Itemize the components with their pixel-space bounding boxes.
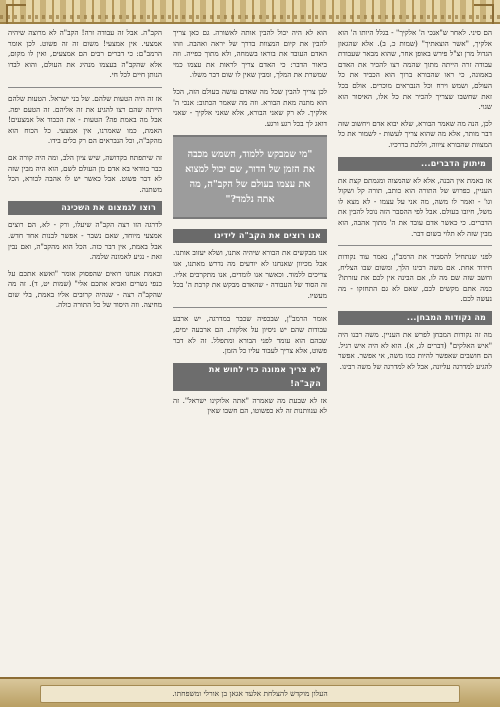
bottom-ornament-border bbox=[0, 677, 500, 707]
paragraph: לכן צריך להבין שכל מה שאדם עושה בעולם הזה, הכל הוא מתנה מאת הבורא. וזה מה שאמר הכתוב: אנכי ה' אלקיך. לא רק שאני הבורא, אלא שאני אלקיך - שאני דואג לך בכל רגע ורגע. bbox=[173, 86, 327, 128]
paragraph: אז זה היה הטעות שלהם. של בני ישראל. הטעות שלהם הייתה שהם רצו להגיע את זה אליהם. זה הטעם יפה. אבל מה באמת פה? הטעות - את הכבוד אל אמצעים! האמת, כמו שאמרנו, אין אמצעי. כל הכוח הוא מהקב"ה, וכל הנבראים הם רק כלים בידו. bbox=[8, 93, 162, 146]
paragraph: הם סיני. לאחר ש"אנכי ה' אלקיך" - בגלל היותו ה' הוא אלקיך, "אשר הוצאתיך" (שמות כ, ב). אלא שהגאון הגדול מרן זצ"ל פירש באופן אחר, שהוא מבאר שעבודת עבודה זרה הייתה מתוך שהמה רצו להכיר את האדם באמונה, כי ראו שהבורא ברוך הוא הכביד את כל העולם, ושמש וירח וכל הנבראים מוכרים. אולם בכל זאת שחשבו שצריך להכיר את כל אלו, האיסור הוא שגוי. bbox=[338, 28, 492, 112]
paragraph: לדרגה הזו רצה הקב"ה שיעלו, ורק - לא, הם רוצים אמצעי מיוחד, שאם נשבר - אפשר לבנות אחד חדש. אבל באמת, אין דבר כזה. הכל הוא מהקב"ה, ואם נבין זאת - נגיע לאמונה שלמה. bbox=[8, 220, 162, 262]
section-heading: מה נקודות המבחן... bbox=[338, 311, 492, 325]
divider bbox=[173, 307, 327, 308]
article-columns bbox=[8, 28, 492, 676]
pull-quote bbox=[173, 135, 327, 219]
footer-dedication: העלון מוקדש להצלחת אלעד אגאן בן אורלי ומשפחתו. bbox=[40, 685, 460, 703]
section-heading: רוצו לגמצום את השכינה bbox=[8, 201, 162, 215]
corner-ornament bbox=[474, 4, 494, 24]
divider bbox=[8, 87, 162, 88]
section-heading: מיתוק הדברים... bbox=[338, 157, 492, 171]
paragraph: אנו מבקשים את הבורא שיהיה אתנו, ושלא יעזוב אותנו. אבל מכיוון שאנחנו לא יודעים מה נדרש מאתנו, אנו צריכים ללמוד. וכאשר אנו לומדים, אנו מתקרבים אליו. זה הסוד של העבודה - שהאדם מבקש את קרבת ה' בכל מעשיו. bbox=[173, 248, 327, 300]
paragraph: לפני שנתחיל להסביר את הרמב"ן, נאמר עוד נקודות חידוד אחת. אם משה רבינו הלך, ומשום שבו הצליח, וחשב שזה שם מה לו, אם הבינה אין לכם את עזרתו? כמה אתם מקשים לכם, שאם לא גם התחזקו - מה נעשה לכם. bbox=[338, 252, 492, 304]
paragraph: הוא לא היה יכול להבין אותה לאשורה. גם כאן צריך להבין את קיום המצוות בדרך של יראה ואהבה. וזהו האדם העובד את בוראו בשמחה, ולא מתוך כפייה. וזה ביאור הדבר: כי האדם צריך לראות את עצמו כמי שמשרת את המלך, ומבין שאין לו שום דבר משלו. bbox=[173, 28, 327, 80]
column-left bbox=[8, 28, 162, 676]
divider bbox=[338, 245, 492, 246]
paragraph: מה זה נקודות המבחן לפרש את העניין. משה רבנו היה "איש האלקים" (דברים לג, א). הוא לא היה איש רגיל. הם חושבים שאפשר להיות כמו משה, אי אפשר. אפשר להגיע למדרגה עליונה, אבל לא למדרגה של משה רבינו. bbox=[338, 330, 492, 371]
section-heading: לא צריך אמונה כדי לחוש את הקב"ה! bbox=[173, 363, 327, 391]
column-middle bbox=[173, 28, 327, 676]
paragraph: אומר הרמב"ן, שבכפיה שכבר במדרגה, יש ארבע עבודות שהם יש ניסיון על אלקות. הם ארבעה ימים, שבהם הוא עומד לפני הבורא ומתפלל. זה לא דבר פשוט, אלא צריך לעבוד עליו כל הזמן. bbox=[173, 314, 327, 356]
paragraph: אז לא שבעת מה שאמרה "אתה אלוקינו ישראל". זה לא ענוותנות זה לא כפשוטו, הם חשבו שאין bbox=[173, 395, 327, 416]
corner-ornament bbox=[6, 4, 26, 24]
paragraph: ובאמת אנחנו רואים שהפסוק אומר "ואשא אתכם על כנפי נשרים ואביא אתכם אלי" (שמות יט, ד). זה מה שהקב"ה רצה - שנהיה קרובים אליו באמת, בלי שום מחיצה. וזה היסוד של כל התורה כולה. bbox=[8, 268, 162, 310]
section-heading: אנו רוצים את הקב"ה לידינו bbox=[173, 229, 327, 243]
paragraph: לכן, הנה מה שאמר הבורא, שלא יבוא אדם ויחשוב שזה דבר מותר, אלא מה שהוא צריך לעשות - לשמור את כל המצוות שהבורא ציווה, וללכת בדרכיו. bbox=[338, 118, 492, 149]
pull-quote-text: "מי שמבקש ללמוד, השמש מכבה את הזמן של הדור, שם יכול למצוא את עצמו בעולם של הקב"ה, מה אתה נלמד?" bbox=[185, 149, 315, 206]
paragraph: זה שיתפתח בקדושה, שיש ציון הלב, ומה היה קורה אם כבר בוודאי בא אדם מן העולם לשם, הוא היה מבין שזה לא דבר פשוט. אבל כאשר יש לו אהבה לבורא, הכל משתנה. bbox=[8, 152, 162, 194]
paragraph: הקב"ה. אבל זה עבודה זרה! הקב"ה לא מרוצה שיהיה אמצעי. אין אמצעי! משום זה זה פשוט. לכן אומר הרמב"ם: כי דברים רבים הם אמצעים, ואין לו מקום, אלא שהקב"ה בעצמו מנהיג את העולם, והוא לבדו הנותן חיים לכל חי. bbox=[8, 28, 162, 80]
column-right bbox=[338, 28, 492, 676]
paragraph: אז באמת אין הבנה, אלא לא שהמצוה ומגמתם קצת את העניין, כפרוש של התורה הוא כותב, תורה קל ושקול וגו' - ואמר לו משה, מה אני על עצמו - לא מצא לו משל, חיובו בעולם. אבל לפי ההסבר הזה נוכל להבין את הדברים. כי כאשר אדם עובד את ה' מתוך אהבה, הוא מבין שזה לא תלוי בשום דבר. bbox=[338, 175, 492, 238]
top-ornament-border bbox=[0, 0, 500, 24]
